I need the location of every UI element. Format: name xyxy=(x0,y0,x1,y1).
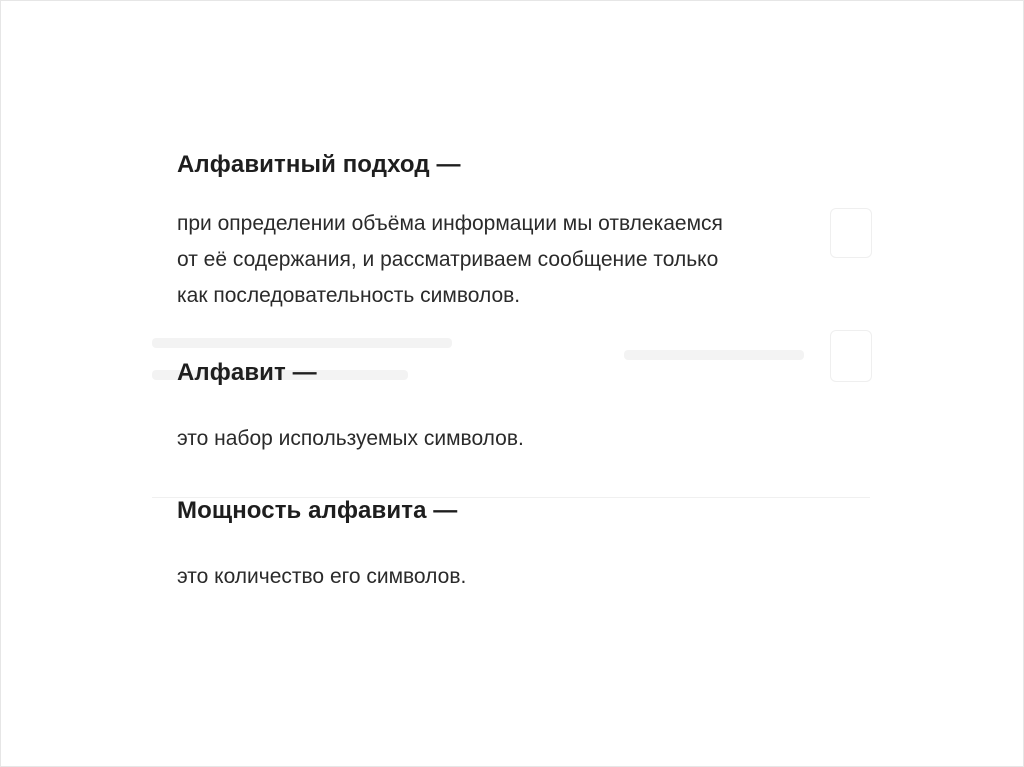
definition-alphabet-power xyxy=(177,494,857,595)
definition-line: при определении объёма информации мы отвлекаемся xyxy=(177,212,723,235)
definition-line: это набор используемых символов. xyxy=(177,427,524,450)
definition-line: это количество его символов. xyxy=(177,565,467,588)
term-heading: Алфавитный подход — xyxy=(177,151,461,178)
term-heading: Мощность алфавита — xyxy=(177,497,458,524)
definition-line: от её содержания, и рассматриваем сообщение только xyxy=(177,248,719,271)
slide-content xyxy=(177,148,857,595)
definition-alphabetic-approach xyxy=(177,148,857,314)
definition-line: как последовательность символов. xyxy=(177,284,521,307)
definition-alphabet xyxy=(177,356,857,457)
term-heading: Алфавит — xyxy=(177,359,317,386)
